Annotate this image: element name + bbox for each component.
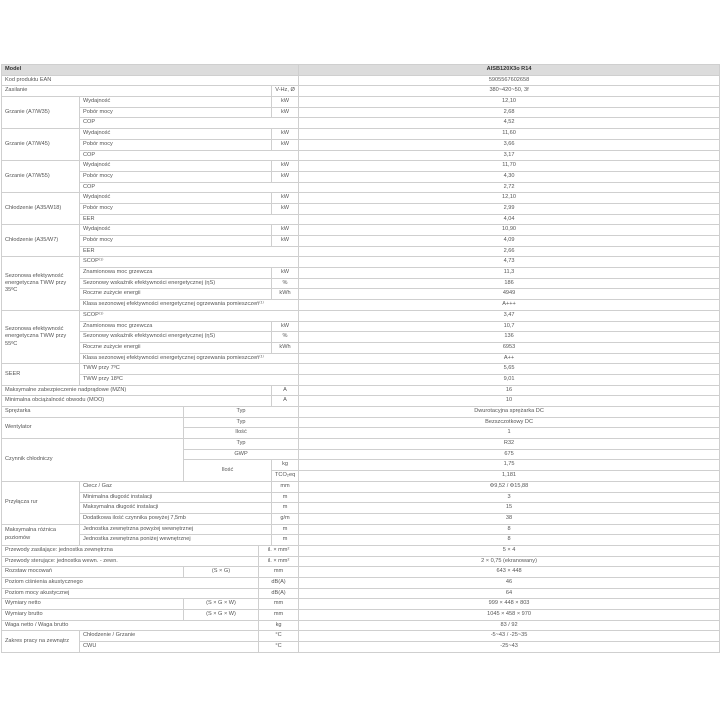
above-label: Jednostka zewnętrzna powyżej wewnętrznej	[80, 524, 272, 535]
wire1-value: 5 × 4	[299, 545, 720, 556]
power-unit: V-Hz, Ø	[272, 86, 299, 97]
group-cool18: Chłodzenie (A35/W18)	[2, 193, 80, 225]
mount-value: 643 × 448	[299, 567, 720, 578]
unit-kg: kg	[259, 620, 299, 631]
compressor-value: Dwurotacyjna sprężarka DC	[299, 407, 720, 418]
wire1-label: Przewody zasilające: jednostka zewnętrzna	[2, 545, 259, 556]
label-scop: SCOP⁽¹⁾	[80, 257, 299, 268]
row-h55-power	[2, 171, 720, 182]
moo-value: 10	[299, 396, 720, 407]
row-s35-nominal	[2, 268, 720, 279]
row-model	[2, 65, 720, 76]
row-mzn	[2, 385, 720, 396]
label-class: Klasa sezonowej efektywności energetycznej ogrzewania pomieszczeń⁽¹⁾	[80, 353, 299, 364]
unit-kw: kW	[272, 107, 299, 118]
label-capacity: Wydajność	[80, 193, 272, 204]
extra-value: 38	[299, 513, 720, 524]
value-s55-scop: 3,47	[299, 310, 720, 321]
group-seasonal55: Sezonowa efektywność energetyczna TWW przy 55ºC	[2, 310, 80, 363]
gross-dim-label: Wymiary brutto	[2, 610, 184, 621]
value-seer18: 9,01	[299, 374, 720, 385]
ref-type-label: Typ	[184, 439, 299, 450]
value-h35-cop: 4,52	[299, 118, 720, 129]
net-dim-label: Wymiary netto	[2, 599, 184, 610]
unit-kg: kg	[272, 460, 299, 471]
group-cool7: Chłodzenie (A35/W7)	[2, 225, 80, 257]
unit-dba: dB(A)	[259, 578, 299, 589]
liquid-gas-label: Ciecz / Gaz	[80, 481, 272, 492]
label-class: Klasa sezonowej efektywności energetycznej ogrzewania pomieszczeń⁽¹⁾	[80, 300, 299, 311]
row-s35-eff	[2, 278, 720, 289]
row-min-len	[2, 492, 720, 503]
row-h45-cop	[2, 150, 720, 161]
unit-gm: g/m	[272, 513, 299, 524]
value-seer7: 5,65	[299, 364, 720, 375]
min-len-label: Minimalna długość instalacji	[80, 492, 272, 503]
row-power	[2, 86, 720, 97]
model-label: Model	[2, 65, 299, 76]
value-h35-power: 2,68	[299, 107, 720, 118]
row-below	[2, 535, 720, 546]
group-fan: Wentylator	[2, 417, 184, 438]
ean-value: 5905567602658	[299, 75, 720, 86]
label-power-input: Pobór mocy	[80, 236, 272, 247]
wire1-unit: il. × mm²	[259, 545, 299, 556]
row-range-cwu	[2, 642, 720, 653]
wire2-value: 2 × 0,75 (ekranowany)	[299, 556, 720, 567]
weight-value: 83 / 92	[299, 620, 720, 631]
model-value: AISB120X3o R14	[299, 65, 720, 76]
row-s55-nominal	[2, 321, 720, 332]
weight-label: Waga netto / Waga brutto	[2, 620, 259, 631]
range-cwu-value: -25~43	[299, 642, 720, 653]
row-gross-dim	[2, 610, 720, 621]
unit-percent: %	[272, 332, 299, 343]
group-refrigerant: Czynnik chłodniczy	[2, 439, 184, 482]
row-noise-p	[2, 578, 720, 589]
row-range-cool	[2, 631, 720, 642]
net-dim-value: 999 × 448 × 803	[299, 599, 720, 610]
label-scop: SCOP⁽¹⁾	[80, 310, 299, 321]
mzn-label: Maksymalne zabezpieczenie nadprądowe (MZN)	[2, 385, 272, 396]
row-net-dim	[2, 599, 720, 610]
label-cop: COP	[80, 118, 299, 129]
row-s55-scop	[2, 310, 720, 321]
value-c7-power: 4,09	[299, 236, 720, 247]
unit-kwh: kWh	[272, 289, 299, 300]
label-power-input: Pobór mocy	[80, 203, 272, 214]
unit-deg: °C	[259, 631, 299, 642]
unit-m: m	[272, 524, 299, 535]
unit-kw: kW	[272, 203, 299, 214]
value-s55-nominal: 10,7	[299, 321, 720, 332]
unit-kw: kW	[272, 236, 299, 247]
gwp-label: GWP	[184, 449, 299, 460]
value-h55-capacity: 11,70	[299, 161, 720, 172]
power-label: Zasilanie	[2, 86, 272, 97]
unit-mm: mm	[259, 610, 299, 621]
above-value: 8	[299, 524, 720, 535]
group-seer: SEER	[2, 364, 80, 385]
label-eer: EER	[80, 246, 299, 257]
unit-mm: mm	[272, 481, 299, 492]
row-h55-cop	[2, 182, 720, 193]
unit-kw: kW	[272, 161, 299, 172]
row-s35-class	[2, 300, 720, 311]
unit-kw: kW	[272, 97, 299, 108]
range-cool-label: Chłodzenie / Grzanie	[80, 631, 259, 642]
value-h35-capacity: 12,10	[299, 97, 720, 108]
group-range: Zakres pracy na zewnątrz	[2, 631, 80, 652]
ref-kg-value: 1,75	[299, 460, 720, 471]
gross-dim-value: 1045 × 458 × 970	[299, 610, 720, 621]
group-pipes: Przyłącza rur	[2, 481, 80, 524]
below-label: Jednostka zewnętrzna poniżej wewnętrznej	[80, 535, 272, 546]
label-eer: EER	[80, 214, 299, 225]
row-s35-scop	[2, 257, 720, 268]
group-heat45: Grzanie (A7/W45)	[2, 129, 80, 161]
extra-label: Dodatkowa ilość czynnika powyżej 7,5mb	[80, 513, 272, 524]
max-len-value: 15	[299, 503, 720, 514]
spec-table	[1, 64, 720, 653]
value-s55-class: A++	[299, 353, 720, 364]
group-heat35: Grzanie (A7/W35)	[2, 97, 80, 129]
row-h35-power	[2, 107, 720, 118]
row-c7-power	[2, 236, 720, 247]
value-c18-eer: 4,04	[299, 214, 720, 225]
range-cwu-label: CWU	[80, 642, 259, 653]
row-pipes	[2, 481, 720, 492]
value-c18-capacity: 12,10	[299, 193, 720, 204]
label-seasonal-eff: Sezonowy wskaźnik efektywności energetycznej (ηS)	[80, 332, 272, 343]
power-value: 380~420~50, 3f	[299, 86, 720, 97]
row-h45-power	[2, 139, 720, 150]
row-above	[2, 524, 720, 535]
group-heat55: Grzanie (A7/W55)	[2, 161, 80, 193]
net-dim-axes: (S × G × W)	[184, 599, 259, 610]
row-s55-class	[2, 353, 720, 364]
unit-kw: kW	[272, 268, 299, 279]
unit-kwh: kWh	[272, 342, 299, 353]
max-len-label: Maksymalna długość instalacji	[80, 503, 272, 514]
mount-dims-label: (S × G)	[184, 567, 259, 578]
ref-tco2-value: 1,181	[299, 471, 720, 482]
noise-w-label: Poziom mocy akustycznej	[2, 588, 259, 599]
value-s55-eff: 136	[299, 332, 720, 343]
noise-p-label: Poziom ciśnienia akustycznego	[2, 578, 259, 589]
row-wire2	[2, 556, 720, 567]
value-s35-eff: 186	[299, 278, 720, 289]
compressor-label: Sprężarka	[2, 407, 184, 418]
label-annual: Roczne zużycie energii	[80, 289, 272, 300]
value-c18-power: 2,99	[299, 203, 720, 214]
row-h45-capacity	[2, 129, 720, 140]
value-h45-power: 3,66	[299, 139, 720, 150]
row-h55-capacity	[2, 161, 720, 172]
value-s35-nominal: 11,3	[299, 268, 720, 279]
label-seer18: TWW przy 18ºC	[80, 374, 299, 385]
fan-qty-value: 1	[299, 428, 720, 439]
unit-kw: kW	[272, 139, 299, 150]
row-s35-annual	[2, 289, 720, 300]
gross-dim-axes: (S × G × W)	[184, 610, 259, 621]
unit-kw: kW	[272, 171, 299, 182]
unit-tco2: TCO₂eq	[272, 471, 299, 482]
row-c18-capacity	[2, 193, 720, 204]
moo-label: Minimalna obciążalność obwodu (MOO)	[2, 396, 272, 407]
label-cop: COP	[80, 150, 299, 161]
compressor-type-label: Typ	[184, 407, 299, 418]
pipes-value: Φ9,52 / Φ15,88	[299, 481, 720, 492]
noise-w-value: 64	[299, 588, 720, 599]
ref-type-value: R32	[299, 439, 720, 450]
row-c18-power	[2, 203, 720, 214]
noise-p-value: 46	[299, 578, 720, 589]
row-extra	[2, 513, 720, 524]
value-s35-annual: 4949	[299, 289, 720, 300]
value-h55-power: 4,30	[299, 171, 720, 182]
value-h45-capacity: 11,60	[299, 129, 720, 140]
group-seasonal35: Sezonowa efektywność energetyczna TWW przy 35ºC	[2, 257, 80, 310]
label-capacity: Wydajność	[80, 129, 272, 140]
row-ean	[2, 75, 720, 86]
label-seasonal-eff: Sezonowy wskaźnik efektywności energetycznej (ηS)	[80, 278, 272, 289]
unit-kw: kW	[272, 321, 299, 332]
fan-qty-label: Ilość	[184, 428, 299, 439]
row-ref-type	[2, 439, 720, 450]
value-s35-scop: 4,73	[299, 257, 720, 268]
group-level: Maksymalna różnica poziomów	[2, 524, 80, 545]
row-wire1	[2, 545, 720, 556]
row-moo	[2, 396, 720, 407]
label-capacity: Wydajność	[80, 161, 272, 172]
label-nominal: Znamionowa moc grzewcza	[80, 268, 272, 279]
row-h35-capacity	[2, 97, 720, 108]
below-value: 8	[299, 535, 720, 546]
unit-kw: kW	[272, 225, 299, 236]
unit-m: m	[272, 535, 299, 546]
unit-mm: mm	[259, 567, 299, 578]
fan-type-label: Typ	[184, 417, 299, 428]
row-noise-w	[2, 588, 720, 599]
label-power-input: Pobór mocy	[80, 171, 272, 182]
row-weight	[2, 620, 720, 631]
row-h35-cop	[2, 118, 720, 129]
unit-mm: mm	[259, 599, 299, 610]
unit-kw: kW	[272, 193, 299, 204]
gwp-value: 675	[299, 449, 720, 460]
ref-qty-label: Ilość	[184, 460, 272, 481]
label-nominal: Znamionowa moc grzewcza	[80, 321, 272, 332]
unit-m: m	[272, 492, 299, 503]
unit-dba: dB(A)	[259, 588, 299, 599]
mzn-value: 16	[299, 385, 720, 396]
row-s55-annual	[2, 342, 720, 353]
label-capacity: Wydajność	[80, 97, 272, 108]
label-cop: COP	[80, 182, 299, 193]
wire2-unit: il. × mm²	[259, 556, 299, 567]
row-c18-eer	[2, 214, 720, 225]
value-c7-capacity: 10,90	[299, 225, 720, 236]
label-power-input: Pobór mocy	[80, 107, 272, 118]
value-c7-eer: 2,66	[299, 246, 720, 257]
row-s55-eff	[2, 332, 720, 343]
unit-m: m	[272, 503, 299, 514]
unit-percent: %	[272, 278, 299, 289]
ean-label: Kod produktu EAN	[2, 75, 299, 86]
value-h45-cop: 3,17	[299, 150, 720, 161]
row-seer18	[2, 374, 720, 385]
row-seer7	[2, 364, 720, 375]
row-fan-type	[2, 417, 720, 428]
value-h55-cop: 2,72	[299, 182, 720, 193]
moo-unit: A	[272, 396, 299, 407]
label-capacity: Wydajność	[80, 225, 272, 236]
mzn-unit: A	[272, 385, 299, 396]
row-c7-eer	[2, 246, 720, 257]
row-c7-capacity	[2, 225, 720, 236]
range-cool-value: -5~43 / -25~35	[299, 631, 720, 642]
value-s55-annual: 6953	[299, 342, 720, 353]
unit-deg: °C	[259, 642, 299, 653]
label-power-input: Pobór mocy	[80, 139, 272, 150]
row-compressor	[2, 407, 720, 418]
value-s35-class: A+++	[299, 300, 720, 311]
fan-type-value: Bezszczotkowy DC	[299, 417, 720, 428]
row-max-len	[2, 503, 720, 514]
mount-label: Rozstaw mocowań	[2, 567, 184, 578]
label-annual: Roczne zużycie energii	[80, 342, 272, 353]
min-len-value: 3	[299, 492, 720, 503]
wire2-label: Przewody sterujące: jednostka wewn. - zewn.	[2, 556, 259, 567]
unit-kw: kW	[272, 129, 299, 140]
row-mount	[2, 567, 720, 578]
label-seer7: TWW przy 7ºC	[80, 364, 299, 375]
